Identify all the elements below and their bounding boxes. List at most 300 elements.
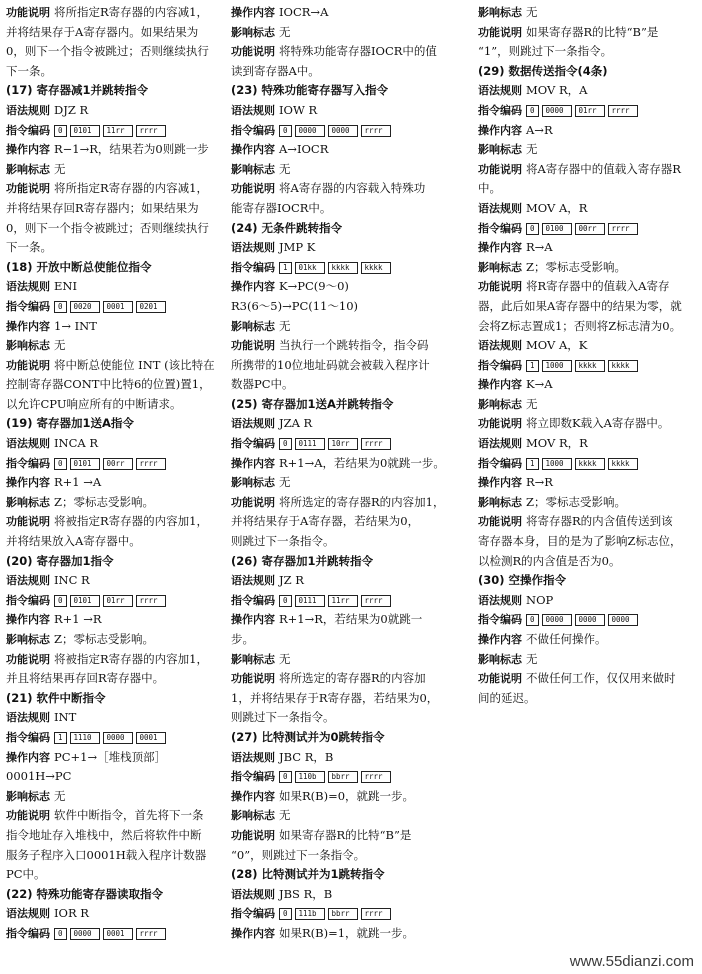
text-line (6, 532, 224, 552)
encoding-bit-box: rrrr (608, 223, 638, 235)
field-label: 语法规则 (231, 241, 275, 255)
encoding-bit-box: 0000 (70, 928, 100, 940)
continuation-text: 间的延迟。 (478, 690, 536, 705)
field-row (478, 414, 696, 434)
field-label: 指令编码 (231, 123, 275, 137)
encoding-bit-box: 1000 (542, 360, 572, 372)
continuation-text: 控制寄存器CONT中比特6的位置)置1， (6, 377, 211, 392)
field-row (6, 787, 224, 807)
field-label: 指令编码 (231, 907, 275, 921)
field-label: 语法规则 (478, 339, 522, 353)
field-row (231, 317, 471, 337)
field-row (6, 708, 224, 728)
field-label: 影响标志 (6, 162, 50, 176)
encoding-bit-box: 0001 (103, 301, 133, 313)
field-value: 将特殊功能寄存器IOCR中的值 (279, 44, 437, 59)
text-line (6, 669, 224, 689)
section-heading: (21) 软件中断指令 (6, 690, 106, 705)
field-value: Z；零标志受影响。 (526, 259, 626, 274)
field-row (478, 591, 696, 611)
field-row (231, 650, 471, 670)
field-row (6, 356, 224, 376)
encoding-bit-box: 00rr (103, 458, 133, 470)
field-value: 无 (279, 651, 291, 666)
text-line (231, 532, 471, 552)
field-row (231, 454, 471, 474)
field-label: 语法规则 (231, 574, 275, 588)
field-label: 操作内容 (478, 476, 522, 490)
continuation-text: 则跳过下一条指令。 (231, 534, 335, 549)
field-row (6, 317, 224, 337)
field-row (6, 748, 224, 768)
field-label: 影响标志 (6, 789, 50, 803)
field-label: 指令编码 (6, 299, 50, 313)
field-label: 影响标志 (231, 25, 275, 39)
encoding-row (478, 610, 696, 630)
encoding-bit-box: 0101 (70, 595, 100, 607)
field-label: 操作内容 (478, 241, 522, 255)
encoding-row (231, 904, 471, 924)
field-row (6, 277, 224, 297)
field-label: 操作内容 (478, 633, 522, 646)
field-label: 功能说明 (478, 672, 522, 686)
field-row (6, 904, 224, 924)
field-label: 语法规则 (478, 84, 522, 98)
encoding-bit-box: bbrr (328, 771, 358, 783)
field-row (231, 885, 471, 905)
encoding-bit-box: 0111 (295, 595, 325, 607)
field-label: 操作内容 (231, 456, 275, 470)
field-row (6, 179, 224, 199)
field-value: R→A (526, 240, 553, 255)
field-value: 将所指定R寄存器的内容减1， (54, 181, 208, 196)
text-line (231, 297, 471, 317)
field-row (231, 571, 471, 591)
field-row (478, 669, 696, 689)
continuation-text: 并将结果放入A寄存器中。 (6, 534, 141, 549)
field-label: 指令编码 (6, 730, 50, 744)
encoding-bit-box: 0101 (70, 458, 100, 470)
field-label: 指令编码 (231, 437, 275, 451)
encoding-row (231, 591, 471, 611)
encoding-bit-box: rrrr (136, 458, 166, 470)
field-label: 影响标志 (478, 495, 522, 509)
column-middle (231, 3, 471, 944)
field-row (478, 140, 696, 160)
field-value: MOV A，K (526, 338, 588, 353)
field-row (6, 650, 224, 670)
field-label: 影响标志 (6, 339, 50, 353)
field-row (231, 179, 471, 199)
field-value: R+1→R，若结果为0就跳一 (279, 612, 423, 627)
encoding-bit-box: rrrr (361, 908, 391, 920)
encoding-row (231, 434, 471, 454)
field-label: 指令编码 (6, 926, 50, 940)
text-line (6, 42, 224, 62)
encoding-bit-box: 1110 (70, 732, 100, 744)
encoding-bit-box: 0101 (70, 125, 100, 137)
field-value: 将所选定的寄存器R的内容加1， (279, 494, 445, 509)
encoding-bit-box: 01rr (575, 105, 605, 117)
encoding-bit-box: 0000 (608, 614, 638, 626)
text-line (6, 846, 224, 866)
text-line (478, 532, 696, 552)
field-label: 操作内容 (6, 750, 50, 764)
encoding-bit-box: rrrr (361, 595, 391, 607)
column-right (478, 3, 696, 708)
encoding-row (6, 297, 224, 317)
field-value: MOV R，R (526, 436, 588, 451)
text-line (231, 689, 471, 709)
encoding-bit-box: 0 (54, 458, 67, 470)
encoding-bit-box: rrrr (608, 105, 638, 117)
field-row (478, 160, 696, 180)
field-value: 软件中断指令，首先将下一条 (54, 808, 204, 823)
field-value: INCA R (54, 436, 99, 451)
text-line (478, 689, 696, 709)
encoding-bit-box: 1 (54, 732, 67, 744)
field-label: 操作内容 (231, 143, 275, 157)
section-heading: (30) 空操作指令 (478, 573, 567, 588)
text-line (6, 395, 224, 415)
section-heading: (27) 比特测试并为0跳转指令 (231, 729, 385, 744)
field-value: IOR R (54, 906, 89, 921)
field-label: 功能说明 (231, 182, 275, 196)
encoding-row (6, 121, 224, 141)
encoding-row (6, 454, 224, 474)
continuation-text: 以允许CPU响应所有的中断请求。 (6, 396, 182, 411)
field-label: 影响标志 (478, 652, 522, 666)
field-value: INC R (54, 573, 90, 588)
section-heading: (26) 寄存器加1并跳转指令 (231, 553, 374, 568)
field-label: 操作内容 (231, 613, 275, 627)
encoding-bit-box: rrrr (136, 928, 166, 940)
encoding-bit-box: 0000 (542, 614, 572, 626)
field-value: ENI (54, 279, 77, 294)
continuation-text: 则跳过下一条指令。 (231, 710, 335, 725)
field-row (478, 630, 696, 650)
column-left (6, 3, 224, 944)
encoding-bit-box: 0 (526, 614, 539, 626)
field-label: 指令编码 (478, 221, 522, 235)
field-label: 影响标志 (231, 476, 275, 490)
continuation-text: 并将结果存于A寄存器内。如果结果为 (6, 24, 199, 39)
encoding-bit-box: 0000 (542, 105, 572, 117)
encoding-bit-box: 10rr (328, 438, 358, 450)
encoding-bit-box: rrrr (136, 125, 166, 137)
field-value: 无 (279, 475, 291, 490)
field-row (231, 23, 471, 43)
field-row (231, 826, 471, 846)
field-row (478, 336, 696, 356)
field-row (231, 42, 471, 62)
encoding-bit-box: rrrr (361, 771, 391, 783)
field-value: INT (54, 710, 77, 725)
encoding-bit-box: 0 (279, 771, 292, 783)
text-line (231, 375, 471, 395)
field-value: DJZ R (54, 102, 89, 117)
encoding-bit-box: 0 (279, 125, 292, 137)
text-line (231, 62, 471, 82)
text-line (231, 356, 471, 376)
field-label: 功能说明 (231, 45, 275, 59)
field-row (478, 121, 696, 141)
section-heading: (17) 寄存器减1并跳转指令 (6, 83, 149, 98)
field-row (478, 493, 696, 513)
continuation-text: 0，则下一个指令被跳过；否则继续执行 (6, 44, 209, 59)
encoding-bit-box: 0 (54, 595, 67, 607)
encoding-row (478, 101, 696, 121)
field-label: 指令编码 (6, 456, 50, 470)
field-row (231, 3, 471, 23)
encoding-bit-box: 110b (295, 771, 325, 783)
encoding-row (478, 356, 696, 376)
text-line (231, 846, 471, 866)
field-label: 指令编码 (478, 613, 522, 627)
field-value: IOCR→A (279, 5, 329, 19)
encoding-bit-box: 00rr (575, 223, 605, 235)
text-line (478, 297, 696, 317)
encoding-row (478, 454, 696, 474)
field-row (231, 787, 471, 807)
field-label: 操作内容 (231, 926, 275, 940)
encoding-bit-box: 0 (279, 908, 292, 920)
field-value: MOV R，A (526, 83, 588, 98)
field-label: 操作内容 (6, 476, 50, 490)
field-row (478, 81, 696, 101)
field-value: K→PC(9～0) (279, 279, 349, 294)
section-heading: (28) 比特测试并为1跳转指令 (231, 867, 385, 882)
text-line (231, 199, 471, 219)
section-heading: (18) 开放中断总使能位指令 (6, 259, 152, 274)
field-row (231, 493, 471, 513)
encoding-bit-box: 1000 (542, 458, 572, 470)
encoding-bit-box: 0000 (575, 614, 605, 626)
field-label: 功能说明 (6, 182, 50, 196)
field-label: 功能说明 (231, 495, 275, 509)
field-value: 将寄存器R的内含值传送到该 (526, 514, 673, 529)
field-label: 功能说明 (6, 652, 50, 666)
field-label: 指令编码 (6, 593, 50, 607)
field-label: 功能说明 (231, 828, 275, 842)
section-heading: (25) 寄存器加1送A并跳转指令 (231, 396, 394, 411)
text-line (6, 826, 224, 846)
encoding-bit-box: rrrr (361, 438, 391, 450)
field-label: 功能说明 (478, 280, 522, 294)
text-line (478, 317, 696, 337)
field-label: 影响标志 (6, 495, 50, 509)
field-label: 指令编码 (478, 103, 522, 117)
field-row (478, 277, 696, 297)
field-value: A→IOCR (279, 142, 329, 157)
field-row (6, 434, 224, 454)
field-value: 将所选定的寄存器R的内容加 (279, 671, 426, 686)
field-row (6, 806, 224, 826)
section-heading: (29) 数据传送指令(4条) (478, 63, 608, 78)
field-row (231, 610, 471, 630)
field-label: 指令编码 (231, 593, 275, 607)
field-value: 将被指定R寄存器的内容加1， (54, 651, 208, 666)
encoding-bit-box: 0 (526, 223, 539, 235)
field-value: IOW R (279, 102, 318, 117)
field-label: 影响标志 (231, 319, 275, 333)
text-line (478, 552, 696, 572)
continuation-text: 服务子程序入口0001H载入程序计数器 (6, 847, 207, 862)
field-label: 操作内容 (6, 143, 50, 157)
field-value: JBC R，B (279, 749, 334, 764)
field-row (478, 512, 696, 532)
encoding-bit-box: 1 (279, 262, 292, 274)
field-value: NOP (526, 592, 554, 607)
field-value: JMP K (279, 240, 316, 255)
encoding-bit-box: kkkk (575, 458, 605, 470)
field-value: 无 (526, 5, 538, 19)
section-heading: (20) 寄存器加1指令 (6, 553, 114, 568)
encoding-bit-box: 0 (279, 595, 292, 607)
field-label: 指令编码 (6, 123, 50, 137)
encoding-bit-box: 01rr (103, 595, 133, 607)
field-row (6, 571, 224, 591)
field-value: R−1→R，结果若为0则跳一步 (54, 142, 209, 157)
field-row (231, 669, 471, 689)
field-label: 操作内容 (231, 280, 275, 294)
field-label: 影响标志 (478, 6, 522, 19)
field-label: 影响标志 (478, 260, 522, 274)
field-label: 功能说明 (231, 339, 275, 353)
field-label: 语法规则 (231, 417, 275, 431)
field-row (6, 512, 224, 532)
field-row (231, 806, 471, 826)
field-label: 操作内容 (6, 319, 50, 333)
field-value: JBS R，B (279, 886, 333, 901)
encoding-bit-box: kkkk (328, 262, 358, 274)
field-label: 语法规则 (6, 574, 50, 588)
field-value: Z；零标志受影响。 (526, 494, 626, 509)
text-line (478, 42, 696, 62)
field-value: A→R (526, 122, 553, 137)
field-value: 如果R(B)=1，就跳一步。 (279, 925, 415, 940)
encoding-bit-box: rrrr (136, 595, 166, 607)
field-row (231, 140, 471, 160)
continuation-text: 所携带的10位地址码就会被载入程序计 (231, 357, 430, 372)
encoding-bit-box: kkkk (608, 360, 638, 372)
field-row (6, 160, 224, 180)
field-label: 操作内容 (231, 789, 275, 803)
text-line (231, 630, 471, 650)
encoding-bit-box: 1 (526, 458, 539, 470)
encoding-row (231, 258, 471, 278)
continuation-text: 会将Z标志置成1；否则将Z标志清为0。 (478, 318, 682, 333)
encoding-row (6, 728, 224, 748)
section-heading: (23) 特殊功能寄存器写入指令 (231, 83, 389, 98)
field-row (478, 434, 696, 454)
field-value: 1→ INT (54, 318, 97, 333)
field-label: 影响标志 (231, 652, 275, 666)
text-line (6, 767, 224, 787)
field-row (478, 3, 696, 23)
field-value: JZA R (279, 416, 313, 431)
field-value: 无 (54, 161, 66, 176)
field-value: 不做任何操作。 (526, 632, 607, 646)
encoding-row (6, 591, 224, 611)
field-value: 无 (526, 142, 538, 157)
encoding-bit-box: 0201 (136, 301, 166, 313)
field-row (478, 238, 696, 258)
encoding-bit-box: 0 (279, 438, 292, 450)
continuation-text: 并且将结果再存回R寄存器中。 (6, 671, 165, 686)
field-row (6, 610, 224, 630)
field-row (231, 748, 471, 768)
continuation-text: 0001H→PC (6, 769, 72, 784)
field-row (6, 493, 224, 513)
field-row (478, 258, 696, 278)
continuation-text: R3(6～5)→PC(11～10) (231, 298, 358, 313)
field-label: 语法规则 (6, 907, 50, 921)
field-label: 操作内容 (478, 123, 522, 137)
field-value: 如果R(B)=0，就跳一步。 (279, 788, 415, 803)
field-row (478, 650, 696, 670)
field-value: 将A寄存器的内容载入特殊功 (279, 181, 426, 196)
field-label: 指令编码 (478, 358, 522, 372)
field-value: 无 (526, 651, 538, 666)
encoding-bit-box: 11rr (328, 595, 358, 607)
section-heading: (22) 特殊功能寄存器读取指令 (6, 886, 164, 901)
text-line (231, 708, 471, 728)
field-row (6, 630, 224, 650)
encoding-bit-box: 0001 (103, 928, 133, 940)
field-value: K→A (526, 377, 553, 392)
field-row (6, 140, 224, 160)
field-value: 无 (279, 24, 291, 39)
field-label: 功能说明 (6, 358, 50, 372)
field-label: 语法规则 (231, 750, 275, 764)
field-label: 指令编码 (231, 770, 275, 784)
encoding-bit-box: 0000 (103, 732, 133, 744)
field-value: 当执行一个跳转指令，指令码 (279, 338, 429, 353)
field-row (478, 473, 696, 493)
field-row (478, 395, 696, 415)
field-value: 将被指定R寄存器的内容加1， (54, 514, 208, 529)
continuation-text: 下一条。 (6, 63, 52, 78)
field-row (231, 414, 471, 434)
text-line (6, 219, 224, 239)
field-row (231, 101, 471, 121)
field-value: 将A寄存器中的值载入寄存器R (526, 161, 681, 176)
continuation-text: 能寄存器IOCR中。 (231, 200, 332, 215)
continuation-text: “1”，则跳过下一条指令。 (478, 44, 613, 59)
encoding-bit-box: 0 (54, 928, 67, 940)
field-label: 影响标志 (478, 143, 522, 157)
field-value: 将所指定R寄存器的内容减1， (54, 5, 208, 19)
field-value: MOV A，R (526, 200, 588, 215)
field-label: 语法规则 (231, 103, 275, 117)
continuation-text: 寄存器本身，目的是为了影响Z标志位， (478, 534, 682, 549)
encoding-bit-box: 0100 (542, 223, 572, 235)
field-label: 功能说明 (6, 6, 50, 19)
text-line (6, 23, 224, 43)
field-row (478, 199, 696, 219)
continuation-text: 器，此后如果A寄存器中的结果为零，就 (478, 298, 682, 313)
watermark: www.55dianzi.com (569, 953, 694, 970)
encoding-bit-box: kkkk (361, 262, 391, 274)
continuation-text: 0，则下一个指令被跳过；否则继续执行 (6, 220, 209, 235)
encoding-bit-box: 0 (54, 125, 67, 137)
encoding-bit-box: 0111 (295, 438, 325, 450)
field-label: 影响标志 (231, 162, 275, 176)
encoding-bit-box: 0000 (328, 125, 358, 137)
field-value: 如果寄存器R的比特“B”是 (526, 24, 659, 39)
encoding-bit-box: kkkk (608, 458, 638, 470)
